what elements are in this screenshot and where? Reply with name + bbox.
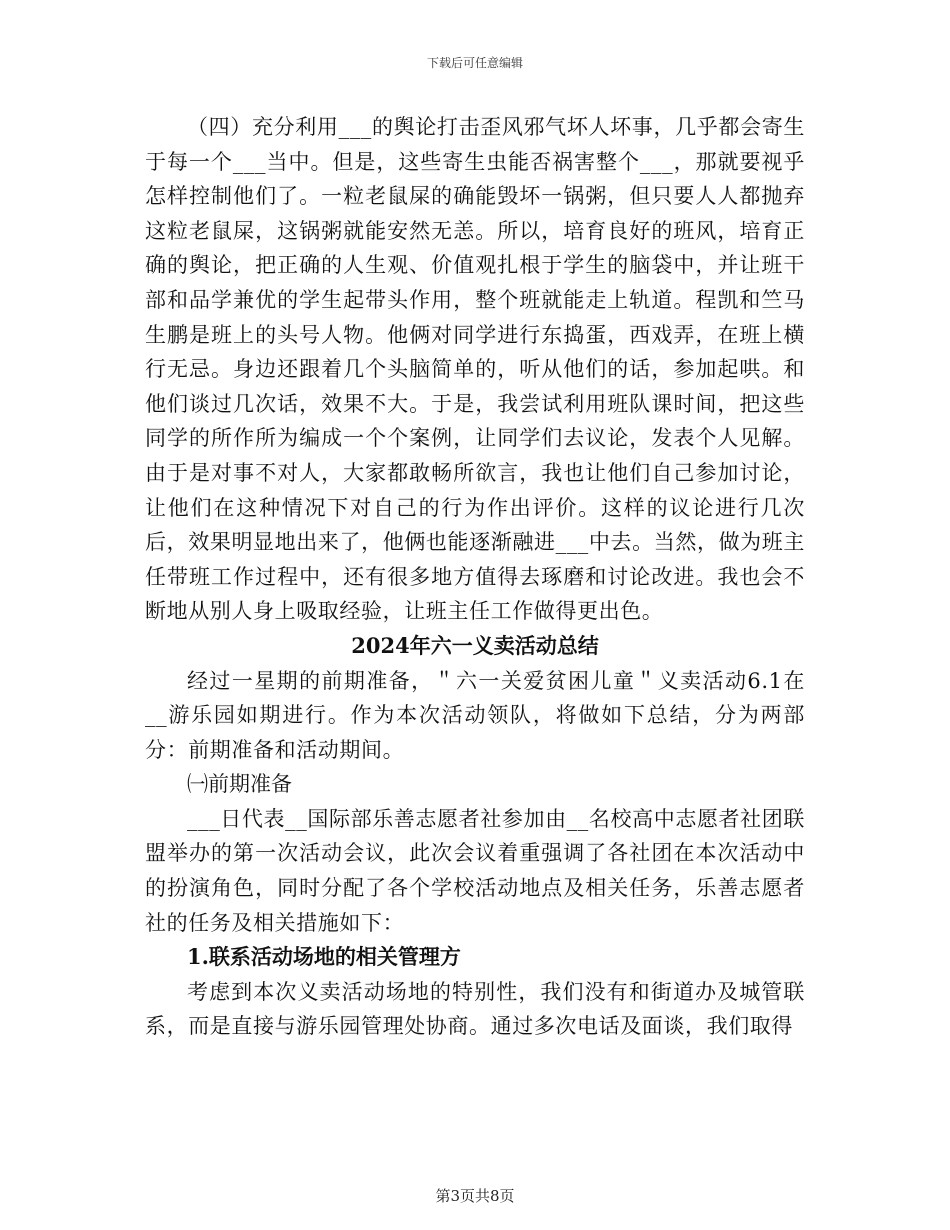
document-title: 2024年六一义卖活动总结 [351,632,599,658]
paragraph-intro: 经过一星期的前期准备，＂六一关爱贫困儿童＂义卖活动6.1在__游乐园如期进行。作为本次活动领队，将做如下总结，分为两部分：前期准备和活动期间。 [145,668,805,762]
paragraph-meeting: ___日代表__国际部乐善志愿者社参加由__名校高中志愿者社团联盟举办的第一次活动会议，此次会议着重强调了各社团在本次活动中的扮演角色，同时分配了各个学校活动地点及相关任务，乐善志愿者社的任务及相关措施如下： [145,806,805,935]
document-body [145,110,805,1044]
page-number: 第3页共8页 [435,1187,515,1205]
subheading-venue-contact: 1.联系活动场地的相关管理方 [187,944,461,970]
paragraph-class-management: （四）充分利用___的舆论打击歪风邪气坏人坏事，几乎都会寄生于每一个___当中。但是，这些寄生虫能否祸害整个___，那就要视乎怎样控制他们了。一粒老鼠屎的确能毁坏一锅粥，但只要人人都抛弃这粒老鼠屎，这锅粥就能安然无恙。所以，培育良好的班风，培育正确的舆论，把正确的人生观、价值观扎根于学生的脑袋中，并让班干部和品学兼优的学生起带头作用，整个班就能走上轨道。程凯和竺马生鹏是班上的头号人物。他俩对同学进行东捣蛋，西戏弄，在班上横行无忌。身边还跟着几个头脑简单的，听从他们的话，参加起哄。和他们谈过几次话，效果不大。于是，我尝试利用班队课时间，把这些同学的所作所为编成一个个案例，让同学们去议论，发表个人见解。由于是对事不对人，大家都敢畅所欲言，我也让他们自己参加讨论，让他们在这种情况下对自己的行为作出评价。这样的议论进行几次后，效果明显地出来了，他俩也能逐渐融进___中去。当然，做为班主任带班工作过程中，还有很多地方值得去琢磨和讨论改进。我也会不断地从别人身上吸取经验，让班主任工作做得更出色。 [145,115,805,624]
section-heading-preparation: ㈠前期准备 [187,772,292,797]
paragraph-venue: 考虑到本次义卖活动场地的特别性，我们没有和街道办及城管联系，而是直接与游乐园管理处协商。通过多次电话及面谈，我们取得 [145,979,805,1039]
page-header-note: 下载后可任意编辑 [426,56,523,70]
